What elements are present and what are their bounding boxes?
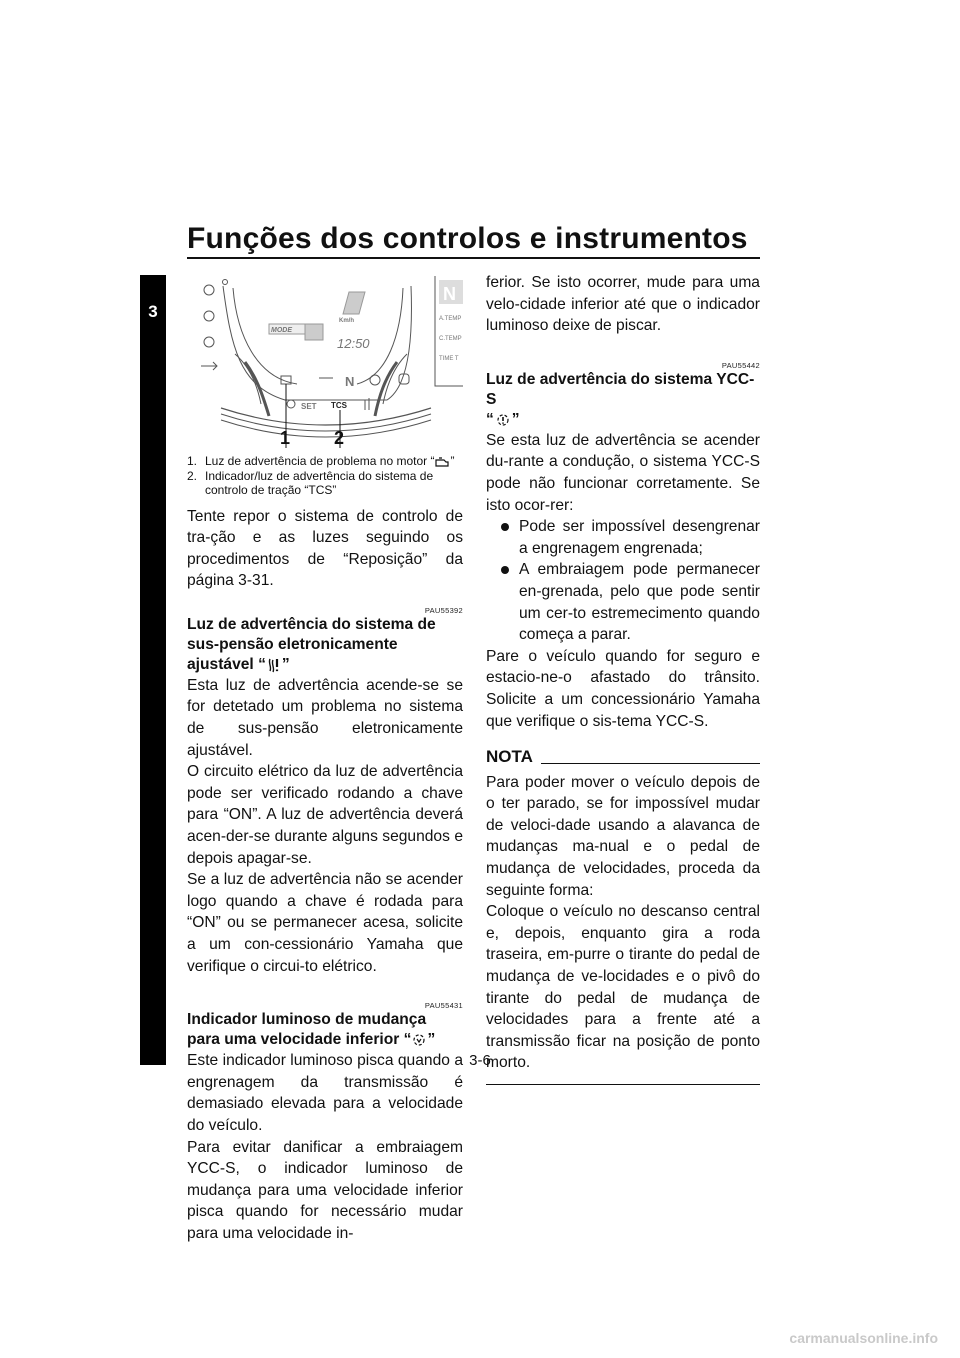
indicator-icon-3 xyxy=(204,337,214,347)
panel-c-temp: C.TEMP xyxy=(439,336,462,342)
fuel-icon xyxy=(287,400,295,408)
continuation-paragraph: ferior. Se isto ocorrer, mude para uma velo-cidade inferior até que o indicador luminoso deixe de piscar. xyxy=(486,274,760,335)
nota-rule xyxy=(541,763,760,764)
panel-gear-indicator: N xyxy=(345,374,355,389)
arrow-icon xyxy=(201,362,217,370)
paragraph: Pare o veículo quando for seguro e estacio-ne-o afastado do trânsito. Solicite a um concessionário Yamaha que verifique o sis-tema YCC-S. xyxy=(486,647,760,730)
panel-time: TIME T xyxy=(439,356,459,362)
reference-code: PAU55431 xyxy=(424,1001,463,1011)
caption-item: 1. Luz de advertência de problema no motor “ ” xyxy=(187,454,455,468)
panel-tcs-label: TCS xyxy=(331,401,347,410)
headlight-icon xyxy=(370,375,380,385)
right-column xyxy=(486,272,760,1085)
nota-header xyxy=(486,746,760,768)
paragraph: Esta luz de advertência acende-se se for detetado um problema no sistema de sus-pensão eletronicamente ajustável. xyxy=(187,676,463,759)
section-heading-ycc-s: Luz de advertência do sistema YCC-S “ ” xyxy=(486,370,755,428)
panel-speed-unit: Km/h xyxy=(339,318,354,324)
title-rule xyxy=(187,257,760,259)
page-number: 3-6 xyxy=(469,1052,491,1069)
callout-2: 2 xyxy=(334,428,345,448)
paragraph: Este indicador luminoso pisca quando a engrenagem da transmissão é demasiado elevada para a velocidade do veículo. xyxy=(187,1052,463,1134)
watermark: carmanualsonline.info xyxy=(789,1330,938,1346)
left-column xyxy=(187,266,463,1245)
paragraph: Para evitar danificar a embraiagem YCC-S, o indicador luminoso de mudança para uma velocidade inferior pisca quando for necessário mudar para uma velocidade in- xyxy=(187,1138,463,1242)
engine-icon xyxy=(434,457,450,467)
panel-set-label: SET xyxy=(301,402,317,411)
paragraph: Coloque o veículo no descanso central e, depois, enquanto gira a roda traseira, em-purre o tirante do pedal de mudança de ve-locidades e o pivô do tirante do pedal de mudança de velocidades para a frente até a transmissão ficar na posição de ponto morto. xyxy=(486,903,760,1072)
indicator-icon-2 xyxy=(204,311,214,321)
reference-code: PAU55442 xyxy=(721,360,760,370)
ycc-s-warning-icon xyxy=(494,412,512,428)
section-heading-downshift: Indicador luminoso de mudança para uma velocidade inferior “ ” xyxy=(187,1011,436,1049)
nota-bottom-rule xyxy=(486,1084,760,1085)
list-item: Pode ser impossível desengrenar a engrenagem engrenada; xyxy=(486,516,760,559)
downshift-indicator-icon xyxy=(411,1032,427,1048)
paragraph: Para poder mover o veículo depois de o ter parado, se for impossível mudar de veloci-dade usando a alavanca de mudanças ma-nual e o pedal de mudança de velocidades, proceda da seguinte forma: xyxy=(486,773,760,899)
chapter-tab-number: 3 xyxy=(148,302,158,321)
figure-captions xyxy=(187,454,463,498)
list-item: A embraiagem pode permanecer en-grenada, pelo que pode sentir um cer-to estremecimento quando começa a parar. xyxy=(486,559,760,645)
caption-item: 2. Indicador/luz de advertência do sistema de controlo de tração “TCS” xyxy=(187,468,434,497)
nota-label: NOTA xyxy=(486,747,533,767)
chapter-tab xyxy=(140,275,166,1065)
reference-code: PAU55392 xyxy=(424,605,463,615)
paragraph: Se a luz de advertência não se acender logo quando a chave é rodada para “ON” ou se permanecer acesa, solicite a um con-cessionário Yamaha que verifique o circui-to elétrico. xyxy=(187,871,463,975)
instrument-panel-figure xyxy=(187,266,463,452)
panel-mode-label: MODE xyxy=(271,327,292,334)
paragraph: O circuito elétrico da luz de advertência pode ser verificado rodando a chave para “ON”. A luz de advertência deverá acen-der-se durante alguns segundos e depois apagar-se. xyxy=(187,763,463,867)
panel-gear-large: N xyxy=(443,284,456,304)
callout-1: 1 xyxy=(280,428,291,448)
instrument-panel-illustration xyxy=(187,266,463,452)
intro-paragraph: Tente repor o sistema de controlo de tra-ção e as luzes seguindo os procedimentos de “Reposição” da página 3-31. xyxy=(187,507,463,590)
bullet-list xyxy=(486,516,760,646)
section-heading-suspension: Luz de advertência do sistema de sus-pensão eletronicamente ajustável “ ” xyxy=(187,615,436,673)
page-title: Funções dos controlos e instrumentos xyxy=(187,222,748,255)
paragraph: Se esta luz de advertência se acender du-rante a condução, o sistema YCC-S pode não funcionar corretamente. Se isto ocor-rer: xyxy=(486,431,760,514)
panel-a-temp: A.TEMP xyxy=(439,316,462,322)
indicator-icon-1 xyxy=(204,285,214,295)
suspension-warning-icon xyxy=(266,657,282,673)
panel-speed-digits: 12:50 xyxy=(337,336,370,351)
